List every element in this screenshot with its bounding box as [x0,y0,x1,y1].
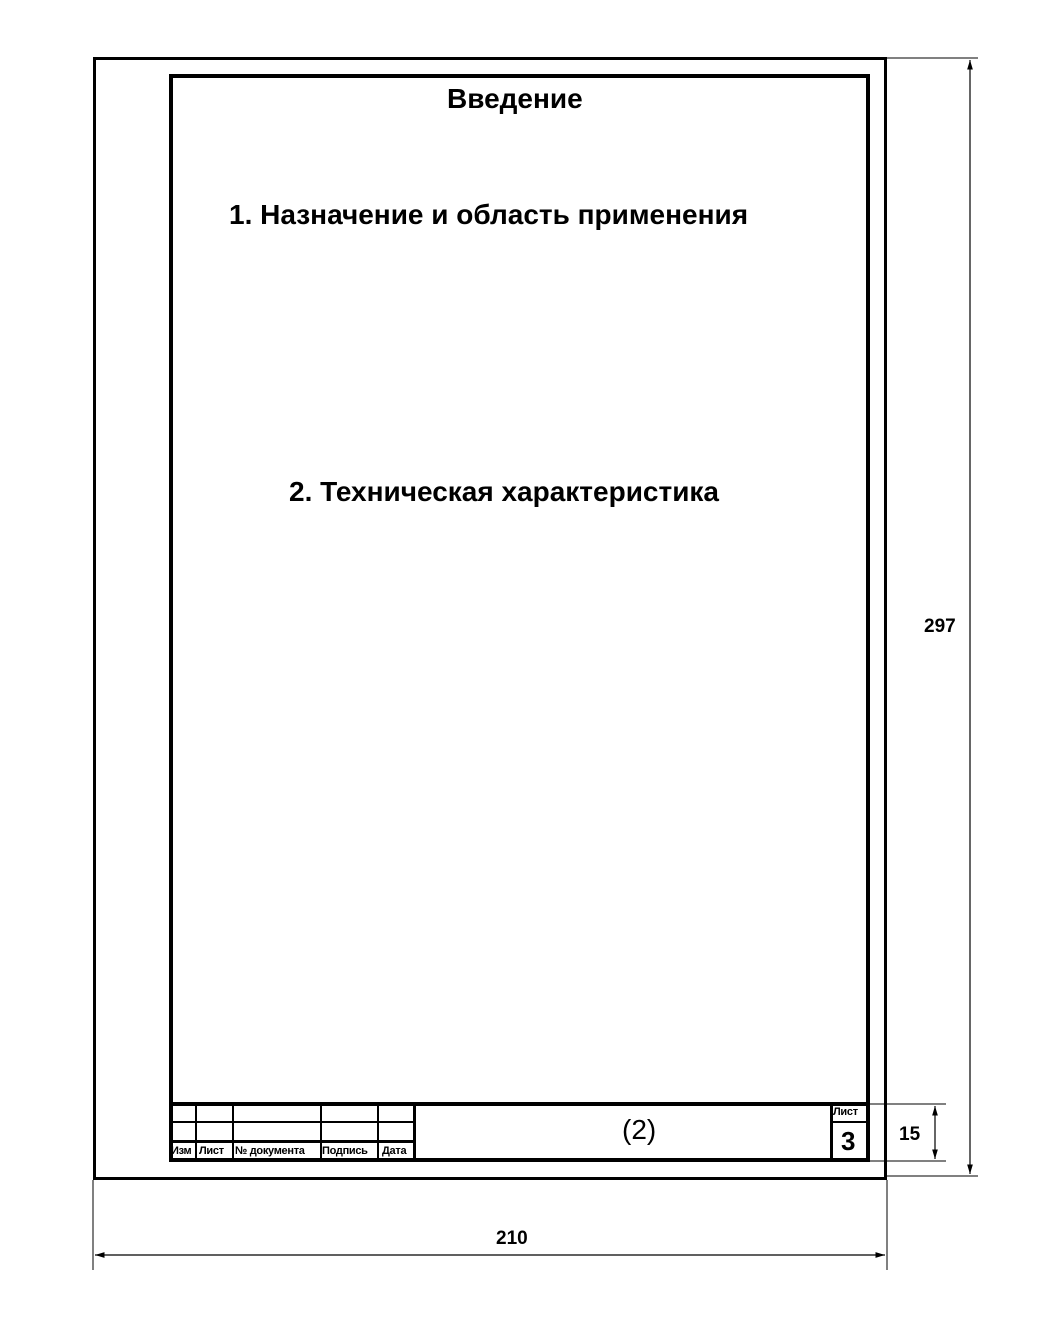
heading-section-2: 2. Техническая характеристика [289,476,719,507]
designation-field: (2) [622,1114,657,1145]
heading-introduction: Введение [447,83,583,114]
column-label-change: Изм [171,1145,192,1157]
heading-section-1: 1. Назначение и область применения [229,199,749,230]
column-label-signature: Подпись [322,1145,368,1157]
dimension-height-label: 297 [924,616,956,637]
column-label-date: Дата [382,1145,407,1157]
dimension-width-label: 210 [496,1228,528,1249]
sheet-number: 3 [841,1126,856,1156]
sheet-label: Лист [833,1106,858,1118]
dimension-title-block-label: 15 [899,1124,921,1145]
column-label-document: № документа [235,1145,305,1157]
column-label-sheet: Лист [199,1145,224,1157]
